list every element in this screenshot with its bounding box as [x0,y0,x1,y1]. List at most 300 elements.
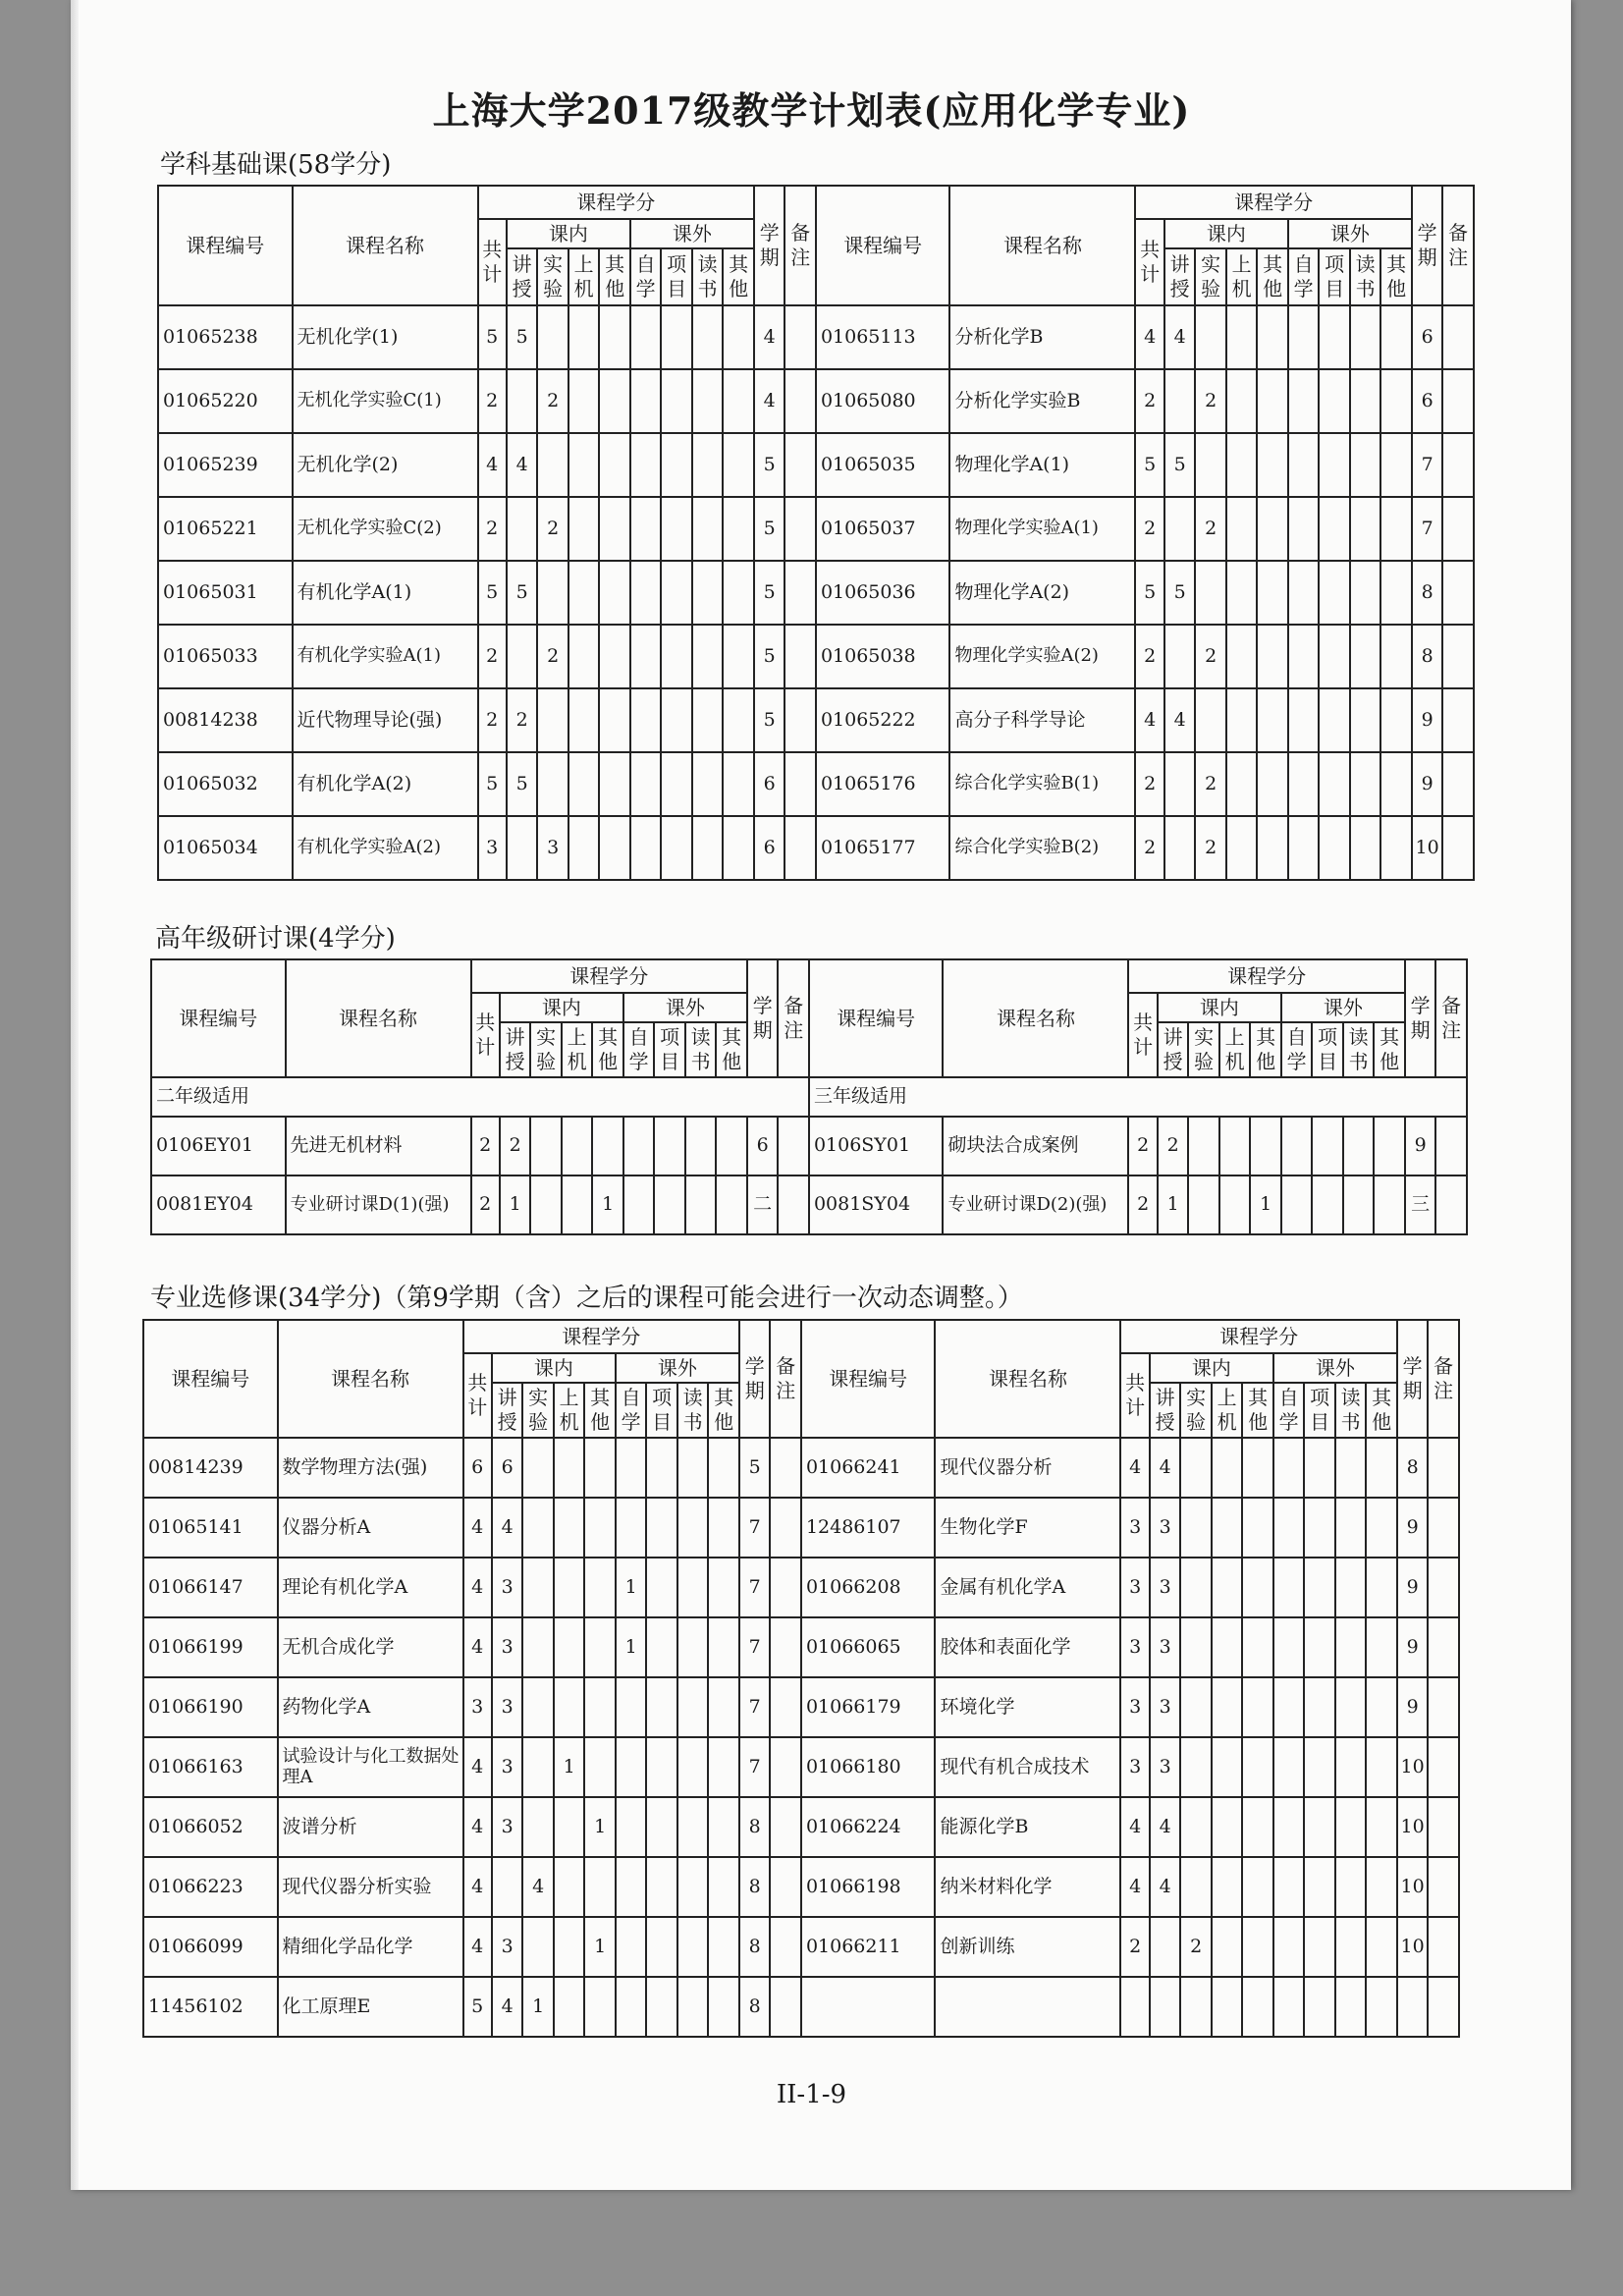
header-outside: 课外 [623,993,747,1022]
header-name: 课程名称 [935,1320,1120,1438]
header-row [158,186,1474,219]
cell-reading [677,1677,709,1737]
cell-other-out [708,1977,739,2037]
cell-lab: 2 [1195,625,1226,688]
cell-name: 波谱分析 [278,1797,463,1857]
cell-name: 综合化学实验B(2) [949,816,1135,880]
cell-total: 2 [478,369,507,433]
cell-other-in [1257,497,1288,561]
cell-other-in: 1 [592,1175,623,1234]
cell-lecture: 4 [1150,1797,1181,1857]
cell-note [784,561,816,625]
cell-name: 有机化学实验A(1) [293,625,478,688]
cell-code: 01066099 [143,1917,278,1977]
cell-lab [1180,1797,1212,1857]
table-row [158,433,1474,497]
cell-note [1435,1175,1467,1234]
cell-term: 9 [1405,1117,1436,1175]
cell-computer [1226,688,1258,752]
cell-computer [1226,561,1258,625]
cell-other-in [1257,752,1288,816]
cell-lab [522,1617,554,1677]
cell-note [784,688,816,752]
cell-note [784,369,816,433]
cell-reading [677,1498,709,1558]
cell-other-in [1242,1797,1273,1857]
cell-total: 3 [1120,1677,1149,1737]
cell-computer [562,1175,593,1234]
header-name: 课程名称 [286,959,471,1077]
cell-other-out [1366,1977,1397,2037]
cell-term: 5 [754,688,785,752]
cell-self-study [616,1438,647,1498]
cell-term: 6 [754,816,785,880]
cell-code: 01065239 [158,433,293,497]
cell-lab [1195,561,1226,625]
cell-lab [1195,688,1226,752]
cell-lab [537,433,568,497]
header-note: 备注 [1428,1320,1459,1438]
cell-project [1319,433,1350,497]
header-name: 课程名称 [278,1320,463,1438]
cell-code: 01066211 [801,1917,936,1977]
cell-lab [522,1737,554,1797]
cell-total: 4 [463,1737,492,1797]
cell-other-in [1257,561,1288,625]
cell-reading [677,1857,709,1917]
cell-other-in [599,816,630,880]
cell-note [778,1175,809,1234]
header-computer: 上机 [1219,1022,1251,1077]
cell-term: 10 [1397,1737,1429,1797]
cell-lecture: 3 [492,1797,523,1857]
cell-self-study [623,1175,655,1234]
cell-computer [568,433,600,497]
cell-self-study [630,625,662,688]
cell-project [1319,752,1350,816]
cell-reading [677,1977,709,2037]
cell-lecture: 1 [1158,1175,1189,1234]
cell-computer [554,1917,585,1977]
cell-code: 01065221 [158,497,293,561]
cell-project [661,369,692,433]
header-reading: 读书 [1343,1022,1375,1077]
cell-other-out [723,305,754,369]
cell-lab [1180,1677,1212,1737]
cell-name: 分析化学实验B [949,369,1135,433]
cell-self-study [1273,1917,1305,1977]
cell-code: 01065032 [158,752,293,816]
cell-project [661,688,692,752]
cell-reading [1335,1677,1367,1737]
cell-note [784,305,816,369]
table-row [151,1175,1467,1234]
cell-name: 现代仪器分析实验 [278,1857,463,1917]
header-reading: 读书 [677,1383,709,1438]
cell-note [1435,1117,1467,1175]
cell-project [646,1677,677,1737]
header-row [143,1320,1459,1353]
cell-term: 5 [754,561,785,625]
cell-self-study [1281,1117,1313,1175]
cell-reading [677,1917,709,1977]
cell-computer [1212,1917,1243,1977]
cell-other-out [1380,497,1412,561]
header-total: 共计 [478,219,507,305]
section-heading-electives: 专业选修课(34学分)（第9学期（含）之后的课程可能会进行一次动态调整。） [150,1284,1023,1313]
cell-total: 4 [1120,1857,1149,1917]
cell-project [1319,305,1350,369]
cell-code: 01065141 [143,1498,278,1558]
cell-lecture: 3 [492,1917,523,1977]
cell-other-out [1380,433,1412,497]
cell-code: 01065034 [158,816,293,880]
cell-other-in [584,1617,616,1677]
header-credits: 课程学分 [478,186,754,219]
header-credits: 课程学分 [1120,1320,1396,1353]
table-row [143,1737,1459,1797]
cell-project [1304,1677,1335,1737]
header-self: 自学 [616,1383,647,1438]
cell-computer [554,1438,585,1498]
cell-note [770,1977,801,2037]
header-lab: 实验 [530,1022,562,1077]
header-computer: 上机 [1226,248,1258,305]
cell-self-study [1273,1558,1305,1617]
cell-lab: 2 [1195,497,1226,561]
cell-self-study [630,497,662,561]
cell-other-in [584,1737,616,1797]
cell-project [1319,816,1350,880]
cell-name: 有机化学实验A(2) [293,816,478,880]
cell-code: 01065031 [158,561,293,625]
header-lab: 实验 [537,248,568,305]
cell-total: 5 [1135,433,1163,497]
cell-other-out [1380,688,1412,752]
cell-other-out [1380,752,1412,816]
table-elective-courses [142,1319,1460,2038]
cell-term: 10 [1397,1917,1429,1977]
cell-self-study [1281,1175,1313,1234]
cell-total: 2 [478,497,507,561]
cell-project [1319,688,1350,752]
cell-term [1397,1977,1429,2037]
cell-lab: 2 [537,625,568,688]
cell-total: 2 [1135,369,1163,433]
header-term: 学期 [1412,186,1443,305]
cell-total: 5 [478,561,507,625]
cell-name: 近代物理导论(强) [293,688,478,752]
cell-term: 8 [739,1857,771,1917]
cell-name: 现代仪器分析 [935,1438,1120,1498]
cell-other-in [599,305,630,369]
cell-total: 4 [463,1498,492,1558]
cell-note [1442,625,1474,688]
cell-lecture: 3 [1150,1737,1181,1797]
header-note: 备注 [1435,959,1467,1077]
header-credits: 课程学分 [1135,186,1411,219]
cell-name: 物理化学实验A(2) [949,625,1135,688]
cell-code: 01066198 [801,1857,936,1917]
cell-computer [1212,1797,1243,1857]
cell-name: 专业研讨课D(1)(强) [286,1175,471,1234]
cell-total: 6 [463,1438,492,1498]
header-lecture: 讲授 [1158,1022,1189,1077]
cell-other-out [1366,1438,1397,1498]
cell-project [646,1438,677,1498]
cell-other-out [708,1857,739,1917]
cell-other-out [708,1498,739,1558]
cell-name: 无机合成化学 [278,1617,463,1677]
header-inside: 课内 [500,993,623,1022]
cell-other-out [723,497,754,561]
cell-total: 4 [463,1558,492,1617]
cell-note [1442,433,1474,497]
cell-total: 4 [1135,688,1163,752]
cell-lab [1180,1438,1212,1498]
cell-other-in [1257,433,1288,497]
cell-project [661,497,692,561]
cell-project [1304,1438,1335,1498]
cell-term: 9 [1397,1558,1429,1617]
header-self: 自学 [1288,248,1320,305]
cell-lecture [1150,1917,1181,1977]
cell-other-in [599,625,630,688]
cell-note [1428,1977,1459,2037]
header-project: 项目 [1312,1022,1343,1077]
cell-self-study [1288,816,1320,880]
cell-term: 10 [1397,1797,1429,1857]
cell-project [661,433,692,497]
cell-other-in [1242,1977,1273,2037]
cell-term: 7 [739,1498,771,1558]
header-other-out: 其他 [708,1383,739,1438]
header-other-in: 其他 [599,248,630,305]
header-computer: 上机 [1212,1383,1243,1438]
cell-name: 精细化学品化学 [278,1917,463,1977]
cell-total: 3 [463,1677,492,1737]
cell-computer [1226,816,1258,880]
cell-code: 01065238 [158,305,293,369]
cell-term: 5 [754,497,785,561]
header-inside: 课内 [1150,1353,1273,1383]
cell-self-study [1273,1617,1305,1677]
cell-term: 8 [739,1977,771,2037]
header-credits: 课程学分 [1128,959,1404,993]
cell-term: 7 [739,1617,771,1677]
cell-lecture: 4 [1150,1857,1181,1917]
cell-lecture: 1 [500,1175,531,1234]
cell-other-in [1242,1857,1273,1917]
cell-term: 6 [1412,369,1443,433]
cell-lab [522,1797,554,1857]
cell-lecture: 4 [1164,305,1196,369]
cell-term: 三 [1405,1175,1436,1234]
cell-lecture: 5 [507,561,538,625]
cell-name: 仪器分析A [278,1498,463,1558]
header-other-out: 其他 [1366,1383,1397,1438]
header-self: 自学 [630,248,662,305]
cell-reading [1350,497,1381,561]
cell-other-in [599,688,630,752]
header-outside: 课外 [1273,1353,1397,1383]
table-row [151,1117,1467,1175]
cell-note [770,1498,801,1558]
cell-project [661,816,692,880]
header-reading: 读书 [1350,248,1381,305]
cell-lab: 2 [1195,752,1226,816]
cell-self-study [616,1677,647,1737]
cell-other-in [599,561,630,625]
cell-other-out [723,433,754,497]
cell-note [1428,1438,1459,1498]
cell-reading [677,1797,709,1857]
cell-term: 7 [739,1677,771,1737]
cell-lecture [507,625,538,688]
cell-lab: 4 [522,1857,554,1917]
cell-project [646,1977,677,2037]
cell-computer [562,1117,593,1175]
cell-reading [692,497,724,561]
cell-code: 0106SY01 [809,1117,944,1175]
cell-lab [1180,1617,1212,1677]
cell-term: 10 [1397,1857,1429,1917]
cell-other-out [1374,1175,1405,1234]
cell-other-in [592,1117,623,1175]
cell-other-out [708,1558,739,1617]
cell-other-in [1257,305,1288,369]
cell-other-out [708,1677,739,1737]
cell-code: 11456102 [143,1977,278,2037]
header-code: 课程编号 [158,186,293,305]
header-inside: 课内 [1158,993,1281,1022]
cell-note [770,1737,801,1797]
cell-reading [692,816,724,880]
cell-reading [1335,1857,1367,1917]
cell-lecture: 5 [1164,433,1196,497]
cell-code: 01066065 [801,1617,936,1677]
cell-name: 能源化学B [935,1797,1120,1857]
header-other-in: 其他 [592,1022,623,1077]
cell-other-out [723,688,754,752]
cell-computer [1212,1498,1243,1558]
cell-other-out [1366,1737,1397,1797]
cell-note [1442,305,1474,369]
cell-code: 01066199 [143,1617,278,1677]
header-code: 课程编号 [801,1320,936,1438]
cell-term: 6 [1412,305,1443,369]
cell-computer [568,497,600,561]
cell-reading [1350,369,1381,433]
header-other-in: 其他 [1250,1022,1281,1077]
cell-other-in [1242,1438,1273,1498]
cell-other-out [716,1175,747,1234]
cell-computer [568,369,600,433]
cell-name: 高分子科学导论 [949,688,1135,752]
cell-lab: 2 [1195,816,1226,880]
cell-other-in [1250,1117,1281,1175]
cell-note [770,1438,801,1498]
cell-lab [522,1498,554,1558]
cell-computer [1226,497,1258,561]
cell-note [1428,1558,1459,1617]
table-row [143,1917,1459,1977]
header-lecture: 讲授 [1164,248,1196,305]
cell-reading [1343,1117,1375,1175]
cell-lab [1188,1175,1219,1234]
cell-lab: 2 [1180,1917,1212,1977]
cell-self-study [1273,1737,1305,1797]
table-row [158,305,1474,369]
cell-project [1319,369,1350,433]
cell-other-out [716,1117,747,1175]
cell-other-out [723,369,754,433]
cell-computer [1219,1117,1251,1175]
header-self: 自学 [1281,1022,1313,1077]
cell-lecture: 5 [1164,561,1196,625]
cell-name: 砌块法合成案例 [943,1117,1128,1175]
cell-code: 01065080 [816,369,950,433]
cell-name: 纳米材料化学 [935,1857,1120,1917]
cell-total: 3 [478,816,507,880]
cell-self-study [1288,369,1320,433]
cell-total: 5 [478,752,507,816]
cell-name: 环境化学 [935,1677,1120,1737]
header-lecture: 讲授 [1150,1383,1181,1438]
cell-other-out [723,816,754,880]
cell-name: 有机化学A(2) [293,752,478,816]
cell-computer [1212,1558,1243,1617]
cell-lecture: 2 [500,1117,531,1175]
cell-lecture: 2 [1158,1117,1189,1175]
cell-computer [1212,1677,1243,1737]
cell-project [646,1558,677,1617]
cell-total: 4 [478,433,507,497]
cell-other-out [708,1617,739,1677]
cell-term: 7 [1412,433,1443,497]
cell-reading [677,1737,709,1797]
cell-computer [554,1677,585,1737]
cell-name: 现代有机合成技术 [935,1737,1120,1797]
cell-other-out [1366,1677,1397,1737]
table-row [143,1438,1459,1498]
cell-other-in [584,1677,616,1737]
cell-self-study: 1 [616,1558,647,1617]
header-lecture: 讲授 [492,1383,523,1438]
table-row [143,1797,1459,1857]
cell-other-out [1366,1917,1397,1977]
cell-term: 5 [739,1438,771,1498]
cell-name: 药物化学A [278,1677,463,1737]
header-code: 课程编号 [809,959,944,1077]
header-name: 课程名称 [943,959,1128,1077]
cell-project [1319,625,1350,688]
cell-self-study [616,1737,647,1797]
cell-lab [522,1917,554,1977]
cell-self-study: 1 [616,1617,647,1677]
cell-self-study [1273,1498,1305,1558]
cell-total [1120,1977,1149,2037]
cell-self-study [630,688,662,752]
cell-computer [1226,752,1258,816]
cell-reading [692,305,724,369]
cell-code: 01065176 [816,752,950,816]
cell-note [1428,1857,1459,1917]
cell-note [1428,1737,1459,1797]
header-outside: 课外 [630,219,754,248]
cell-code: 01066241 [801,1438,936,1498]
cell-other-out [708,1438,739,1498]
